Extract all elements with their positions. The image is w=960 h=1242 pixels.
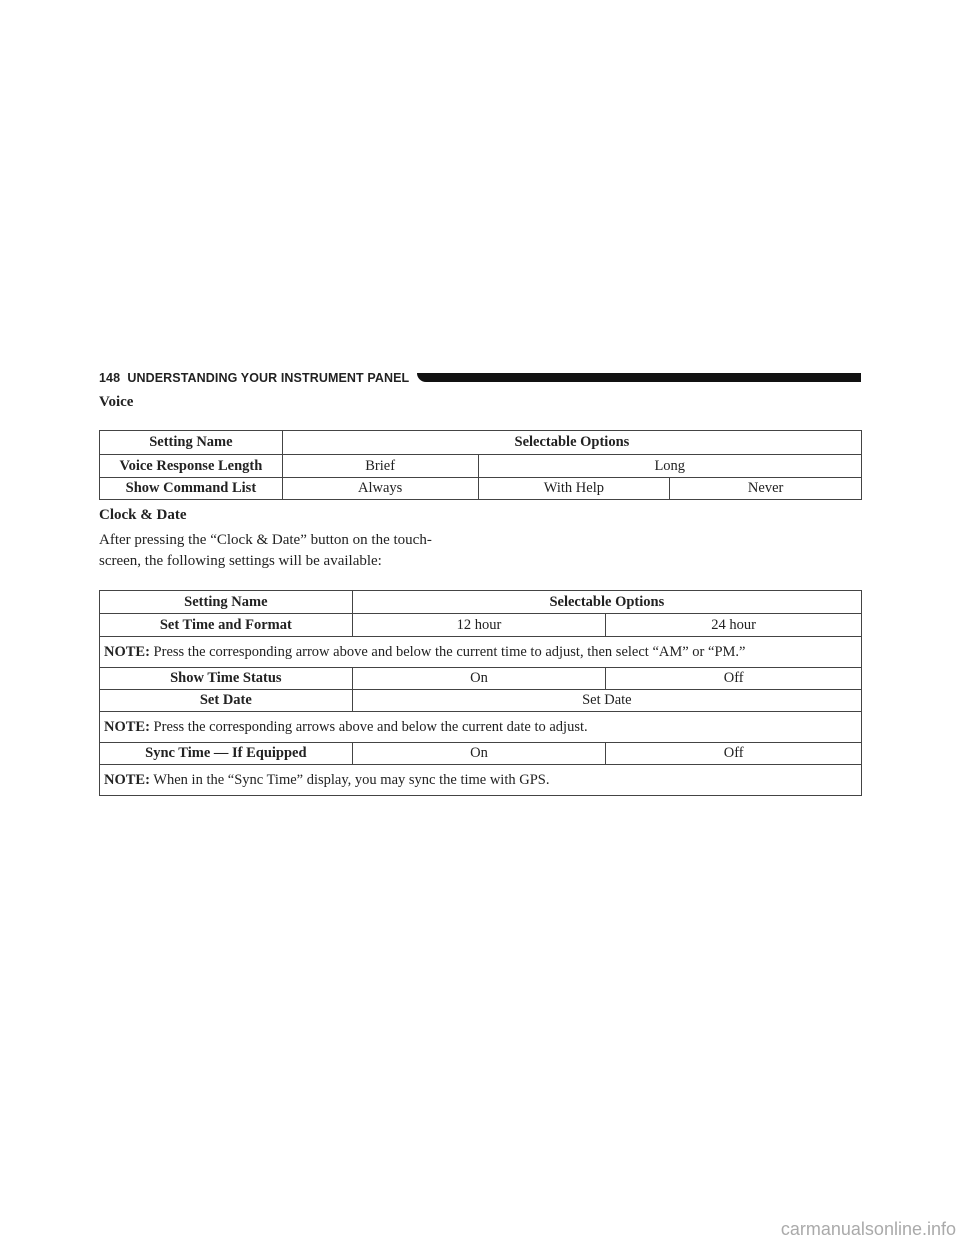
- header-bar: [417, 373, 861, 382]
- watermark: carmanualsonline.info: [780, 1219, 956, 1239]
- option: 12 hour: [352, 614, 606, 637]
- clock-date-settings-table: [99, 590, 862, 796]
- option: On: [352, 668, 606, 690]
- setting-name: Voice Response Length: [100, 455, 283, 478]
- table-row: [100, 614, 862, 637]
- intro-line: screen, the following settings will be available:: [99, 553, 382, 569]
- header-text: [99, 370, 409, 386]
- note-label: NOTE:: [104, 718, 150, 735]
- option: Never: [670, 478, 862, 500]
- voice-heading: Voice: [99, 394, 134, 410]
- clock-date-intro: [99, 530, 432, 572]
- note-cell: [100, 712, 862, 743]
- option: Set Date: [352, 690, 861, 712]
- col-selectable-options: Selectable Options: [352, 591, 861, 614]
- option: Always: [282, 478, 478, 500]
- option: On: [352, 743, 606, 765]
- setting-name: Show Command List: [100, 478, 283, 500]
- col-selectable-options: Selectable Options: [282, 431, 861, 455]
- table-row: [100, 478, 862, 500]
- option: Off: [606, 743, 862, 765]
- table-row: [100, 668, 862, 690]
- option: With Help: [478, 478, 670, 500]
- col-setting-name: Setting Name: [100, 591, 353, 614]
- table-header-row: [100, 431, 862, 455]
- note-cell: [100, 637, 862, 668]
- note-row: [100, 637, 862, 668]
- option: 24 hour: [606, 614, 862, 637]
- setting-name: Set Time and Format: [100, 614, 353, 637]
- clock-date-heading: Clock & Date: [99, 507, 187, 523]
- table-row: [100, 690, 862, 712]
- option: Brief: [282, 455, 478, 478]
- table-row: [100, 743, 862, 765]
- col-setting-name: Setting Name: [100, 431, 283, 455]
- intro-line: After pressing the “Clock & Date” button on the touch-: [99, 532, 432, 548]
- note-text: Press the corresponding arrow above and below the current time to adjust, then select “AM” or “PM.”: [153, 643, 746, 660]
- table-row: [100, 455, 862, 478]
- section-title: UNDERSTANDING YOUR INSTRUMENT PANEL: [127, 371, 410, 385]
- voice-settings-table: [99, 430, 862, 500]
- note-cell: [100, 765, 862, 796]
- page-number: 148: [99, 371, 121, 385]
- page-header: [99, 370, 861, 386]
- option: Long: [478, 455, 861, 478]
- note-row: [100, 712, 862, 743]
- note-text: When in the “Sync Time” display, you may sync the time with GPS.: [153, 771, 550, 788]
- option: Off: [606, 668, 862, 690]
- note-label: NOTE:: [104, 643, 150, 660]
- setting-name: Sync Time — If Equipped: [100, 743, 353, 765]
- setting-name: Set Date: [100, 690, 353, 712]
- note-label: NOTE:: [104, 771, 150, 788]
- table-header-row: [100, 591, 862, 614]
- note-row: [100, 765, 862, 796]
- note-text: Press the corresponding arrows above and below the current date to adjust.: [153, 718, 588, 735]
- setting-name: Show Time Status: [100, 668, 353, 690]
